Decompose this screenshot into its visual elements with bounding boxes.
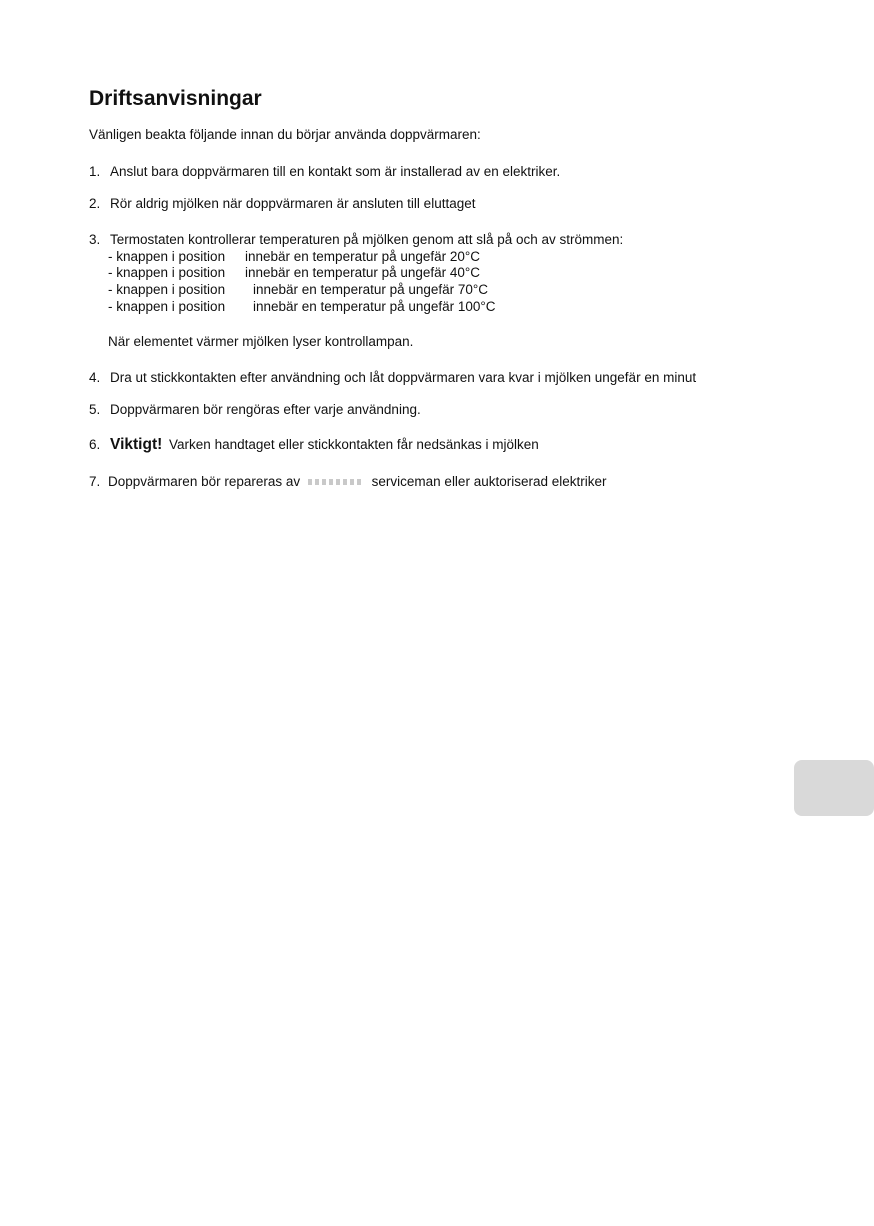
item-number: 1. xyxy=(89,164,101,179)
redacted-word xyxy=(308,479,364,485)
list-item-4 xyxy=(89,370,696,385)
list-item-2 xyxy=(89,196,475,211)
sub-item-2-text: innebär en temperatur på ungefär 40°C xyxy=(245,265,481,280)
item-number: 6. xyxy=(89,437,101,452)
sub-item-3-text: innebär en temperatur på ungefär 70°C xyxy=(253,282,489,297)
item-text: Doppvärmaren bör rengöras efter varje användning. xyxy=(110,402,421,417)
sub-item-4-text: innebär en temperatur på ungefär 100°C xyxy=(253,299,496,314)
item-text: Rör aldrig mjölken när doppvärmaren är ansluten till eluttaget xyxy=(110,196,476,211)
list-item-6 xyxy=(89,436,539,454)
sub-item-2-label: - knappen i position xyxy=(108,265,226,280)
item-number: 7. xyxy=(89,474,101,489)
intro-text: Vänligen beakta följande innan du börjar använda doppvärmaren: xyxy=(89,127,481,142)
sub-item-1-label: - knappen i position xyxy=(108,249,226,264)
list-item-1 xyxy=(89,164,560,179)
item-text: Termostaten kontrollerar temperaturen på mjölken genom att slå på och av strömmen: xyxy=(110,232,624,247)
item-text: Dra ut stickkontakten efter användning och låt doppvärmaren vara kvar i mjölken ungefär en minut xyxy=(110,370,697,385)
lamp-note: När elementet värmer mjölken lyser kontrollampan. xyxy=(108,334,414,349)
item-text: Anslut bara doppvärmaren till en kontakt som är installerad av en elektriker. xyxy=(110,164,561,179)
sub-item-1-text: innebär en temperatur på ungefär 20°C xyxy=(245,249,481,264)
list-item-5 xyxy=(89,402,421,417)
page-title: Driftsanvisningar xyxy=(89,87,262,110)
item-text-before: Doppvärmaren bör repareras av xyxy=(108,474,301,489)
sub-item-4-label: - knappen i position xyxy=(108,299,226,314)
list-item-7 xyxy=(89,474,607,489)
item-text-after: serviceman eller auktoriserad elektriker xyxy=(371,474,607,489)
item-number: 5. xyxy=(89,402,101,417)
item-number: 4. xyxy=(89,370,101,385)
language-tab xyxy=(794,760,874,816)
item-number: 2. xyxy=(89,196,101,211)
item-number: 3. xyxy=(89,232,101,247)
sub-item-3-label: - knappen i position xyxy=(108,282,226,297)
important-label: Viktigt! xyxy=(110,436,163,453)
item-text: Varken handtaget eller stickkontakten får nedsänkas i mjölken xyxy=(169,437,539,452)
list-item-3 xyxy=(89,232,623,247)
